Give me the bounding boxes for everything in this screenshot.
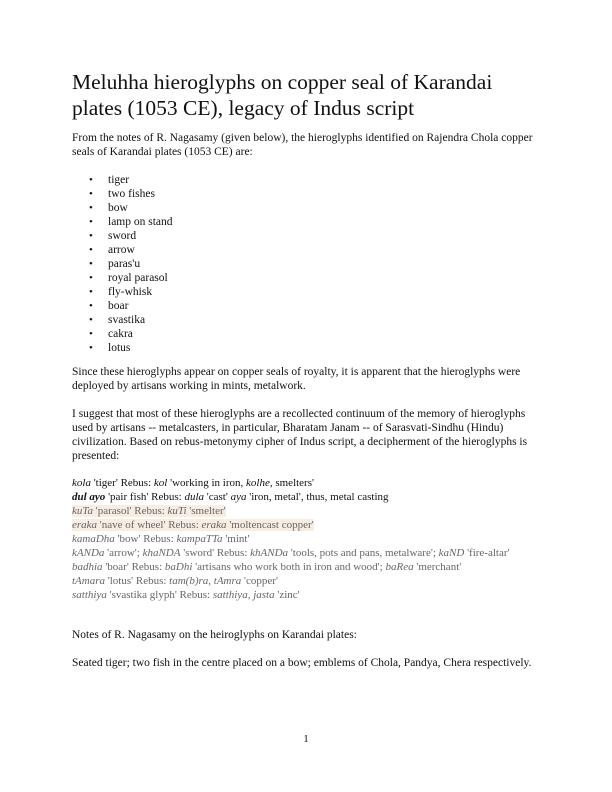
hieroglyph-list bbox=[72, 173, 173, 355]
page-title: Meluhha hieroglyphs on copper seal of Karandai plates (1053 CE), legacy of Indus script bbox=[72, 70, 493, 120]
rebus-line-fish: dul ayo 'pair fish' Rebus: dula 'cast' aya 'iron, metal', thus, metal casting bbox=[72, 491, 389, 503]
list-item: • fly-whisk bbox=[72, 285, 173, 299]
notes-heading: Notes of R. Nagasamy on the heiroglyphs on Karandai plates: bbox=[72, 629, 357, 641]
rebus-line-bow: kamaDha 'bow' Rebus: kampaTTa 'mint' bbox=[72, 533, 250, 545]
suggestion-paragraph: I suggest that most of these hieroglyphs are a recollected continuum of the memory of hieroglyphs used by artisans -- metalcasters, in particular, Bharatam Janam -- of Sarasvati-Sindhu (Hindu) civilization. Based on rebus-metonymy cipher of Indus script, a decipherment of the hieroglyphs is presented: bbox=[72, 408, 528, 462]
list-item: • lotus bbox=[72, 341, 173, 355]
list-item: • two fishes bbox=[72, 187, 173, 201]
intro-paragraph: From the notes of R. Nagasamy (given below), the hieroglyphs identified on Rajendra Chola copper seals of Karandai plates (1053 CE) are: bbox=[72, 132, 533, 158]
list-item: • paras'u bbox=[72, 257, 173, 271]
list-item: • arrow bbox=[72, 243, 173, 257]
rebus-list bbox=[72, 476, 542, 602]
list-item: • tiger bbox=[72, 173, 173, 187]
list-item: • lamp on stand bbox=[72, 215, 173, 229]
list-item: • royal parasol bbox=[72, 271, 173, 285]
rebus-line-tiger: kola 'tiger' Rebus: kol 'working in iron, kolhe, smelters' bbox=[72, 477, 314, 489]
rebus-line-lotus: tAmara 'lotus' Rebus: tam(b)ra, tAmra 'copper' bbox=[72, 575, 278, 587]
list-item: • svastika bbox=[72, 313, 173, 327]
list-item: • cakra bbox=[72, 327, 173, 341]
notes-body: Seated tiger; two fish in the centre placed on a bow; emblems of Chola, Pandya, Chera respectively. bbox=[72, 657, 532, 669]
royalty-paragraph: Since these hieroglyphs appear on copper seals of royalty, it is apparent that the hieroglyphs were deployed by artisans working in mints, metalwork. bbox=[72, 366, 521, 392]
page-number: 1 bbox=[303, 733, 309, 745]
list-item: • bow bbox=[72, 201, 173, 215]
rebus-line-svastika: satthiya 'svastika glyph' Rebus: satthiya, jasta 'zinc' bbox=[72, 589, 300, 601]
rebus-line-wheel: eraka 'nave of wheel' Rebus: eraka 'moltencast copper' bbox=[72, 519, 314, 531]
rebus-line-arrow-sword: kANDa 'arrow'; khaNDA 'sword' Rebus: khANDa 'tools, pots and pans, metalware'; kaND 'fire-altar' bbox=[72, 547, 510, 559]
rebus-line-boar: badhia 'boar' Rebus: baDhi 'artisans who work both in iron and wood'; baRea 'merchant' bbox=[72, 561, 462, 573]
list-item: • boar bbox=[72, 299, 173, 313]
list-item: • sword bbox=[72, 229, 173, 243]
rebus-line-parasol: kuTa 'parasol' Rebus: kuTi 'smelter' bbox=[72, 505, 226, 517]
